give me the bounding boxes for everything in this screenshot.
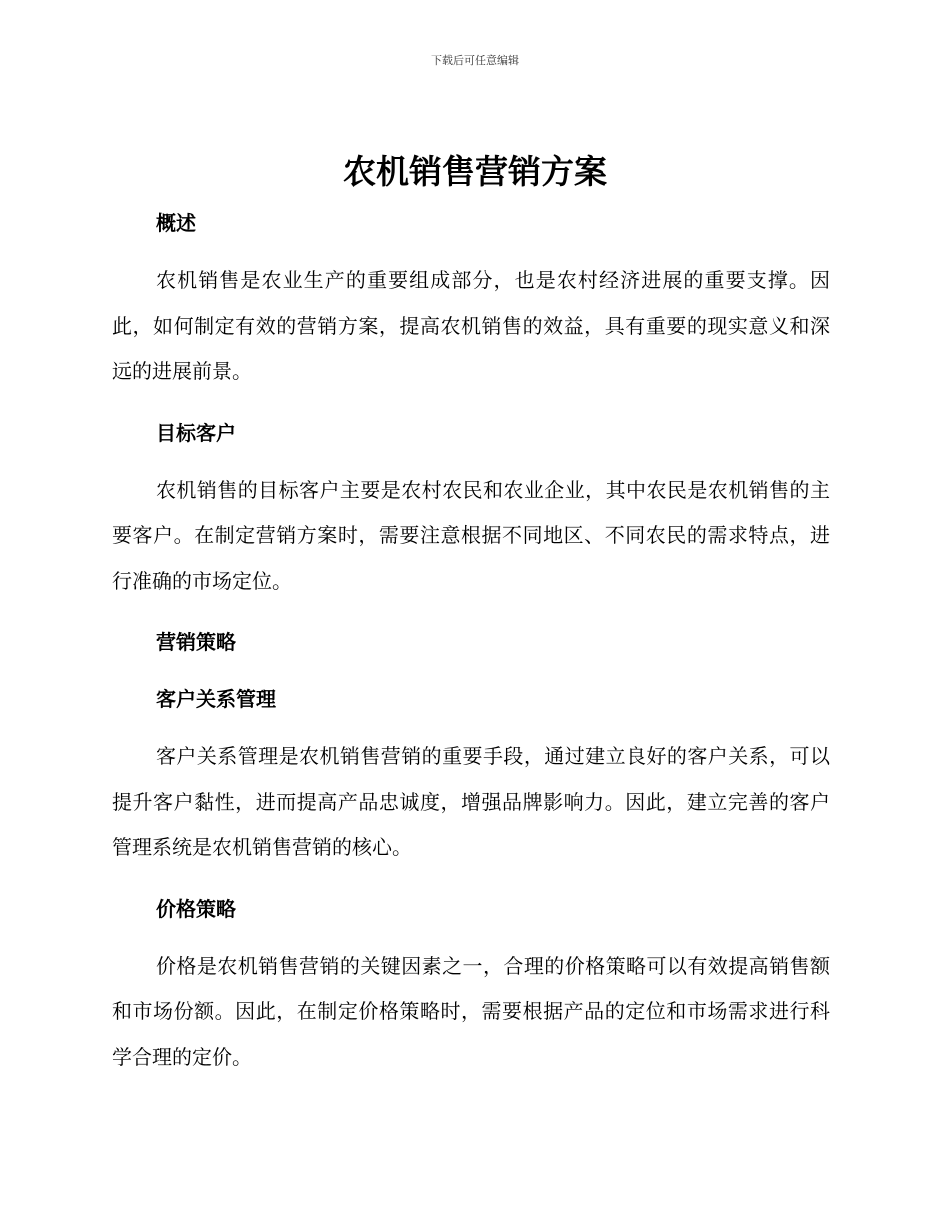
- header-note: 下载后可任意编辑: [431, 54, 519, 67]
- document-body: [112, 204, 830, 1080]
- section-heading-marketing-strategy: 营销策略: [156, 630, 236, 654]
- document-title: 农机销售营销方案: [343, 152, 607, 191]
- section-heading-customer-relationship: 客户关系管理: [156, 687, 276, 711]
- section-paragraph-customer-relationship: 客户关系管理是农机销售营销的重要手段，通过建立良好的客户关系，可以提升客户黏性，进而提高产品忠诚度，增强品牌影响力。因此，建立完善的客户管理系统是农机销售营销的核心。: [112, 744, 830, 859]
- section-heading-pricing-strategy: 价格策略: [156, 896, 236, 921]
- section-paragraph-pricing-strategy: 价格是农机销售营销的关键因素之一，合理的价格策略可以有效提高销售额和市场份额。因此，在制定价格策略时，需要根据产品的定位和市场需求进行科学合理的定价。: [112, 953, 830, 1069]
- section-heading-target-customers: 目标客户: [156, 420, 236, 445]
- section-paragraph-overview: 农机销售是农业生产的重要组成部分，也是农村经济进展的重要支撑。因此，如何制定有效的营销方案，提高农机销售的效益，具有重要的现实意义和深远的进展前景。: [112, 268, 830, 383]
- section-paragraph-target-customers: 农机销售的目标客户主要是农村农民和农业企业，其中农民是农机销售的主要客户。在制定营销方案时，需要注意根据不同地区、不同农民的需求特点，进行准确的市场定位。: [112, 477, 830, 593]
- section-heading-overview: 概述: [156, 211, 196, 235]
